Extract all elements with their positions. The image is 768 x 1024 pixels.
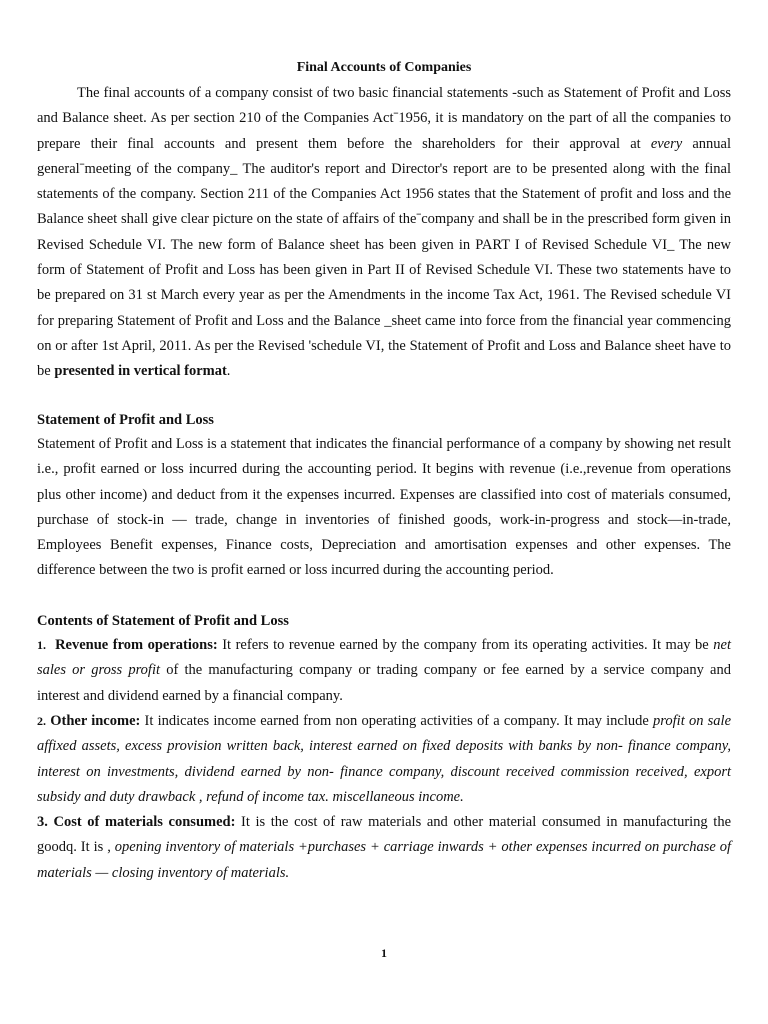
contents-item-revenue xyxy=(37,633,731,709)
item-italic: opening inventory of materials +purchases + carriage inwards + other expenses incurred on purchase of materials — closing inventory of materials. xyxy=(37,839,732,881)
intro-text-2: annual generalˉmeeting of the company_ The auditor's report and Director's report are to be presented along with the final statements of the company. Section 211 of the Companies Act 1956 states that the Statement of profit and loss and the Balance sheet shall give clear picture on the state of affairs of theˉcompany and shall be in the prescribed form given in Revised Schedule VI. The new form of Balance sheet has been given in PART I of Revised Schedule VI_ The new form of Statement of Profit and Loss has been given in Part II of Revised Schedule VI. These two statements have to be prepared on 31 st March every year as per the Amendments in the income Tax Act, 1961. The Revised schedule VI for preparing Statement of Profit and Loss and the Balance _sheet came into force from the financial year commencing on or after 1st April, 2011. As per the Revised 'schedule VI, the Statement of Profit and Loss and Balance sheet have to be xyxy=(37,135,731,380)
item-number: 3. xyxy=(37,814,48,830)
item-text: It is the cost of raw materials and other material consumed in manufacturing the goodq. It is , xyxy=(37,814,732,856)
item-italic: net sales or gross profit xyxy=(37,637,731,679)
profit-loss-paragraph: Statement of Profit and Loss is a statement that indicates the financial performance of a company by showing net result i.e., profit earned or loss incurred during the accounting period. It begins with revenue (i.e.,revenue from operations plus other income) and deduct from it the expenses incurred. Expenses are classified into cost of materials consumed, purchase of stock-in — trade, change in inventories of finished goods, work-in-progress and stock—in-trade, Employees Benefit expenses, Finance costs, Depreciation and amortisation expenses and other expenses. The difference between the two is profit earned or loss incurred during the accounting period. xyxy=(37,436,731,579)
item-text-tail: of the manufacturing company or trading company or fee earned by a service company and interest and dividend earned by a financial company. xyxy=(37,662,731,704)
intro-italic-every: every xyxy=(650,135,683,152)
contents-item-other-income xyxy=(37,709,731,810)
document-title: Final Accounts of Companies xyxy=(296,60,472,75)
page-number: 1 xyxy=(381,946,387,960)
item-text: It refers to revenue earned by the company from its operating activities. It may be xyxy=(217,637,714,653)
item-number: 2. xyxy=(37,714,46,728)
intro-text-1: The final accounts of a company consist of two basic financial statements -such as Statement of Profit and Loss and Balance sheet. As per section 210 of the Companies Actˉ1956, it is mandatory on the part of all the companies to prepare their final accounts and present them before the shareholders for their approval at xyxy=(37,85,731,152)
intro-bold-vertical-format: presented in vertical format xyxy=(54,363,227,380)
intro-paragraph xyxy=(37,81,731,385)
item-number: 1. xyxy=(37,638,46,652)
intro-text-3: . xyxy=(226,363,231,380)
item-italic: profit on sale affixed assets, excess provision written back, interest earned on fixed deposits with banks by non- finance company, interest on investments, dividend earned by non- finance company, discount received commission received, export subsidy and duty drawback , refund of income tax. miscellaneous income. xyxy=(37,713,732,805)
section-heading-profit-loss: Statement of Profit and Loss xyxy=(37,412,214,428)
item-label: Other income: xyxy=(50,713,141,729)
item-text: It indicates income earned from non operating activities of a company. It may include xyxy=(140,713,654,729)
item-label: Revenue from operations: xyxy=(55,637,218,653)
section-heading-contents: Contents of Statement of Profit and Loss xyxy=(37,613,289,629)
contents-item-cost-of-materials xyxy=(37,810,731,886)
item-label: Cost of materials consumed: xyxy=(53,814,236,830)
